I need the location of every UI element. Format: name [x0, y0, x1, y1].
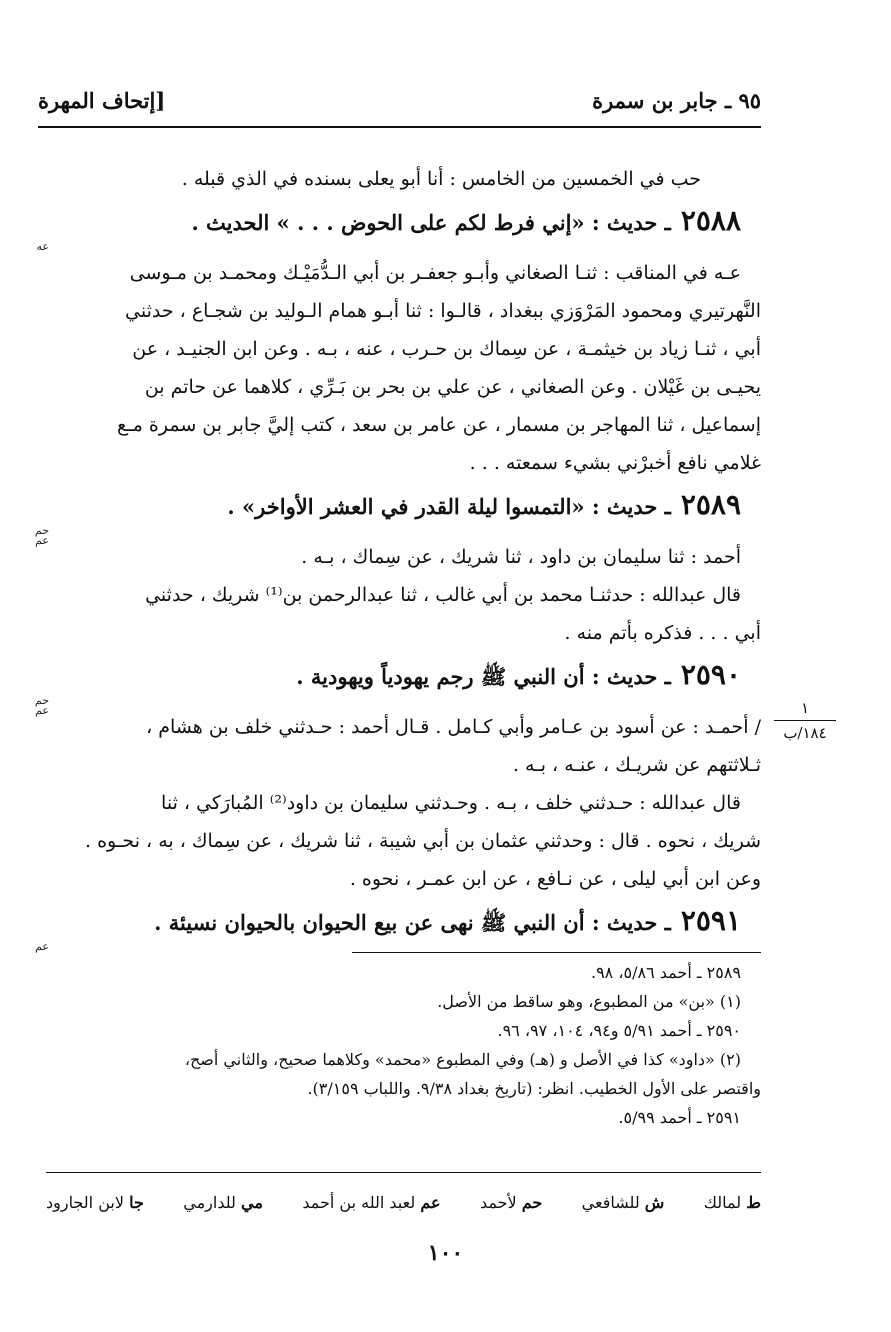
- legend-label: لابن الجارود: [46, 1192, 124, 1212]
- hadith-title: ـ حديث : أن النبي ﷺ نهى عن بيع الحيوان بالحيوان نسيئة .: [154, 910, 671, 935]
- abbreviation-legend: [46, 1182, 761, 1222]
- hadith-text-line: أحمد : ثنا سليمان بن داود ، ثنا شريك ، عن سِماك ، بـه .: [301, 546, 741, 568]
- legend-item: [183, 1193, 263, 1212]
- footnote-line: واقتصر على الأول الخطيب. انظر: (تاريخ بغداد ٩/٣٨. واللباب ٣/١٥٩).: [307, 1079, 761, 1098]
- hadith-sigla: حم عم: [34, 694, 49, 717]
- footnote-line: (١) «بن» من المطبوع، وهو ساقط من الأصل.: [437, 992, 741, 1011]
- legend-label: لعبد الله بن أحمد: [302, 1192, 416, 1212]
- hadith-number: ٢٥٨٩: [680, 488, 741, 521]
- hadith-text-line: يحيـى بن غَيْلان . وعن الصغاني ، عن علي بن بحر بن بَـرِّي ، كلاهما عن حاتم بن: [144, 376, 761, 398]
- hadith-text-line: / أحمـد : عن أسود بن عـامر وأبي كـامل . قـال أحمد : حـدثني خلف بن هشام ،: [146, 716, 761, 738]
- margin-note-bottom: ١٨٤/ب: [783, 724, 827, 742]
- legend-item: [480, 1193, 542, 1212]
- hadith-heading: [46, 656, 761, 696]
- hadith-text-line: عـه في المناقب : ثنـا الصغاني وأبـو جعفـر بن أبي الـدُّمَيْـك ومحمـد بن مـوسى: [129, 262, 741, 284]
- hadith-text-line: قال عبدالله : حـدثني خلف ، بـه . وحـدثني سليمان بن داود⁽²⁾ المُبارَكي ، ثنا: [161, 792, 741, 814]
- footnote-line: ٢٥٩١ ـ أحمد ٥/٩٩.: [618, 1108, 741, 1127]
- hadith-title: ـ حديث : «التمسوا ليلة القدر في العشر الأواخر» .: [227, 494, 671, 519]
- hadith-sigla: عم: [35, 940, 49, 953]
- hadith-heading: [46, 202, 761, 242]
- book-title: [إتحاف المهرة: [38, 87, 166, 113]
- footnote-line: ٢٥٩٠ ـ أحمد ٥/٩١ و٩٤، ١٠٤، ٩٧، ٩٦.: [497, 1021, 741, 1040]
- hadith-number: ٢٥٩٠: [680, 658, 741, 691]
- hadith-heading: [46, 486, 761, 526]
- legend-abbr: عم: [420, 1192, 441, 1212]
- hadith-text-line: غلامي نافع أخبرْني بشيء سمعته . . .: [469, 452, 761, 474]
- legend-item: [582, 1193, 665, 1212]
- hadith-text-line: النَّهرتيري ومحمود المَرْوَزي ببغداد ، قالـوا : ثنا أبـو همام الـوليد بن شجـاع ، حدثني: [125, 300, 761, 322]
- footnote-line: ٢٥٨٩ ـ أحمد ٥/٨٦، ٩٨.: [590, 963, 741, 982]
- footnote-line: (٢) «داود» كذا في الأصل و (هـ) وفي المطبوع «محمد» وكلاهما صحيح، والثاني أصح،: [184, 1050, 741, 1069]
- hadith-number: ٢٥٨٨: [680, 204, 741, 237]
- hadith-text-line: أبي ، ثنـا زياد بن خيثمـة ، عن سِماك بن حـرب ، عنه ، بـه . وعن ابن الجنيـد ، عن: [132, 338, 761, 360]
- legend-abbr: حم: [521, 1192, 543, 1212]
- page-number: ١٠٠: [427, 1240, 464, 1266]
- hadith-sigla: حم عم: [34, 524, 49, 547]
- margin-folio-note: [770, 698, 840, 743]
- chapter-title: ٩٥ ـ جابر بن سمرة: [592, 87, 761, 113]
- legend-item: [704, 1193, 761, 1212]
- legend-abbr: ش: [644, 1192, 665, 1212]
- legend-label: للدارمي: [183, 1192, 236, 1212]
- header-rule: [38, 126, 761, 128]
- hadith-text-line: وعن ابن أبي ليلى ، عن نـافع ، عن ابن عمـر ، نحوه .: [349, 868, 761, 890]
- legend-abbr: مي: [241, 1192, 263, 1212]
- margin-note-rule: [774, 720, 836, 721]
- legend-abbr: جا: [129, 1192, 144, 1212]
- legend-rule: [46, 1172, 761, 1173]
- margin-note-top: ١: [800, 699, 810, 717]
- hadith-text-line: إسماعيل ، ثنا المهاجر بن مسمار ، عن عامر بن سعد ، كتب إليَّ جابر بن سمرة مـع: [117, 414, 761, 436]
- legend-label: لمالك: [703, 1192, 742, 1212]
- hadith-title: ـ حديث : أن النبي ﷺ رجم يهودياً ويهودية .: [296, 664, 671, 689]
- hadith-number: ٢٥٩١: [680, 904, 741, 937]
- hadith-sigla: عه: [36, 240, 49, 253]
- hadith-title: ـ حديث : «إني فرط لكم على الحوض . . . » الحديث .: [191, 210, 671, 235]
- legend-item: [46, 1193, 144, 1212]
- intro-line: حب في الخمسين من الخامس : أنا أبو يعلى بسنده في الذي قبله .: [181, 168, 701, 190]
- hadith-text-line: أبي . . . فذكره بأتم منه .: [564, 622, 761, 644]
- footnote-rule: [352, 952, 761, 953]
- footnotes: [46, 958, 761, 1132]
- legend-item: [302, 1193, 440, 1212]
- hadith-text-line: قال عبدالله : حدثنـا محمد بن أبي غالب ، ثنا عبدالرحمن بن⁽¹⁾ شريك ، حدثني: [145, 584, 741, 606]
- hadith-text-line: ثـلاثتهم عن شريـك ، عنـه ، بـه .: [512, 754, 761, 776]
- legend-abbr: ط: [746, 1192, 761, 1212]
- legend-label: لأحمد: [479, 1192, 517, 1212]
- running-header: [38, 78, 761, 122]
- hadith-text-line: شريك ، نحوه . قال : وحدثني عثمان بن أبي شيبة ، ثنا شريك ، عن سِماك ، به ، نحـوه .: [85, 830, 761, 852]
- main-text: [34, 160, 761, 954]
- legend-label: للشافعي: [581, 1192, 640, 1212]
- hadith-heading: [46, 902, 761, 942]
